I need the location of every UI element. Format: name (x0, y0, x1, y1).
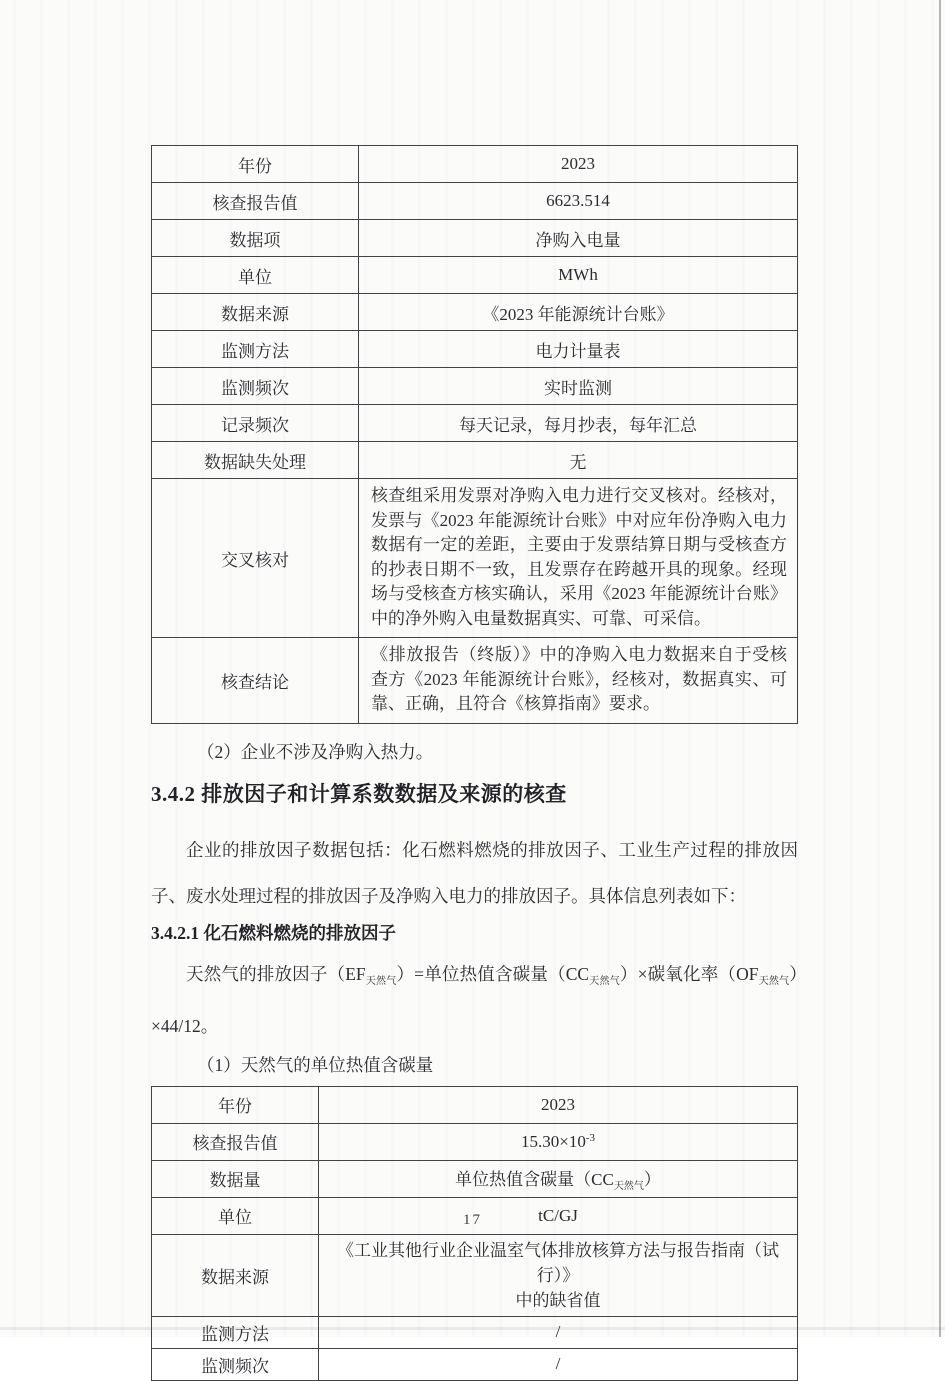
row-value (319, 1160, 798, 1197)
scan-edge-line (939, 0, 941, 1337)
row-label: 监测方法 (152, 331, 359, 368)
row-label: 数据项 (152, 220, 359, 257)
table-row (152, 220, 798, 257)
row-label: 交叉核对 (152, 479, 359, 638)
list-item-1: （1）天然气的单位热值含碳量 (197, 1054, 434, 1075)
table-row (152, 294, 798, 331)
row-label: 数据缺失处理 (152, 442, 359, 479)
row-label: 核查结论 (152, 638, 359, 724)
row-value: 每天记录，每月抄表，每年汇总 (359, 405, 798, 442)
paragraph-emission-factors: 企业的排放因子数据包括：化石燃料燃烧的排放因子、工业生产过程的排放因子、废水处理过程的排放因子及净购入电力的排放因子。具体信息列表如下： (151, 839, 798, 906)
formula-text: ）=单位热值含碳量（CC (396, 963, 590, 984)
row-value: 净购入电量 (359, 220, 798, 257)
row-value (319, 1123, 798, 1160)
table-row (152, 1348, 798, 1380)
section-heading-3421: 3.4.2.1 化石燃料燃烧的排放因子 (151, 922, 396, 943)
row-label: 单位 (152, 1197, 319, 1234)
formula-subscript: 天然气 (758, 975, 790, 987)
row-label: 年份 (152, 146, 359, 183)
emission-factor-formula (151, 952, 798, 1049)
page-content (151, 145, 798, 1381)
scan-edge-band (0, 1327, 945, 1330)
formula-text: ）×碳氧化率（OF (619, 963, 759, 984)
table-row (152, 257, 798, 294)
table-row (152, 1316, 798, 1348)
formula-text: 天然气的排放因子（EF (186, 963, 366, 984)
table-row (152, 442, 798, 479)
carbon-content-table (151, 1086, 798, 1381)
row-value: MWh (359, 257, 798, 294)
value-subscript: 天然气 (613, 1181, 644, 1192)
table-row (152, 331, 798, 368)
row-value: 6623.514 (359, 183, 798, 220)
row-label: 记录频次 (152, 405, 359, 442)
table-row (152, 368, 798, 405)
value-text: ） (643, 1170, 661, 1189)
row-label: 年份 (152, 1086, 319, 1123)
value-line2: 中的缺省值 (515, 1290, 601, 1310)
row-value: 无 (359, 442, 798, 479)
table-row (152, 1123, 798, 1160)
row-label: 数据来源 (152, 1234, 319, 1316)
row-label: 监测频次 (152, 1348, 319, 1380)
note-no-purchased-heat: （2）企业不涉及净购入热力。 (197, 741, 434, 762)
row-value: tC/GJ (319, 1197, 798, 1234)
row-value: 2023 (359, 146, 798, 183)
row-label: 监测方法 (152, 1316, 319, 1348)
row-value (319, 1234, 798, 1316)
table-row (152, 1086, 798, 1123)
row-value: 实时监测 (359, 368, 798, 405)
value-text: 单位热值含碳量（CC (455, 1170, 614, 1189)
table-row-conclusion (152, 638, 798, 724)
row-label: 数据量 (152, 1160, 319, 1197)
row-label: 监测频次 (152, 368, 359, 405)
formula-text: ）×44/12。 (151, 963, 799, 1036)
table-row (152, 183, 798, 220)
value-superscript: -3 (585, 1131, 595, 1144)
row-value: 《排放报告（终版）》中的净购入电力数据来自于受核查方《2023 年能源统计台账》，经核对，数据真实、可靠、正确，且符合《核算指南》要求。 (359, 638, 798, 724)
row-value: / (319, 1348, 798, 1380)
row-label: 数据来源 (152, 294, 359, 331)
net-electricity-table (151, 145, 798, 724)
row-value: 核查组采用发票对净购入电力进行交叉核对。经核对，发票与《2023 年能源统计台账》中对应年份净购入电力数据有一定的差距，主要由于发票结算日期与受核查方的抄表日期不一致，且发票存在跨越开具的现象。经现场与受核查方核实确认，采用《2023 年能源统计台账》中的净外购入电量数据真实、可靠、可采信。 (359, 479, 798, 638)
row-label: 核查报告值 (152, 1123, 319, 1160)
row-value: / (319, 1316, 798, 1348)
row-value: 《2023 年能源统计台账》 (359, 294, 798, 331)
page-number: 17 (463, 1212, 482, 1228)
table-row (152, 146, 798, 183)
value-line1: 《工业其他行业企业温室气体排放核算方法与报告指南（试行）》 (337, 1240, 779, 1285)
row-label: 核查报告值 (152, 183, 359, 220)
table-row-cross-check (152, 479, 798, 638)
row-value: 电力计量表 (359, 331, 798, 368)
table-row-data-source (152, 1234, 798, 1316)
row-value: 2023 (319, 1086, 798, 1123)
formula-subscript: 天然气 (589, 975, 620, 987)
table-row (152, 405, 798, 442)
section-heading-342: 3.4.2 排放因子和计算系数数据及来源的核查 (151, 781, 567, 806)
row-label: 单位 (152, 257, 359, 294)
table-row (152, 1160, 798, 1197)
value-base: 15.30×10 (520, 1131, 586, 1151)
formula-subscript: 天然气 (365, 975, 397, 987)
